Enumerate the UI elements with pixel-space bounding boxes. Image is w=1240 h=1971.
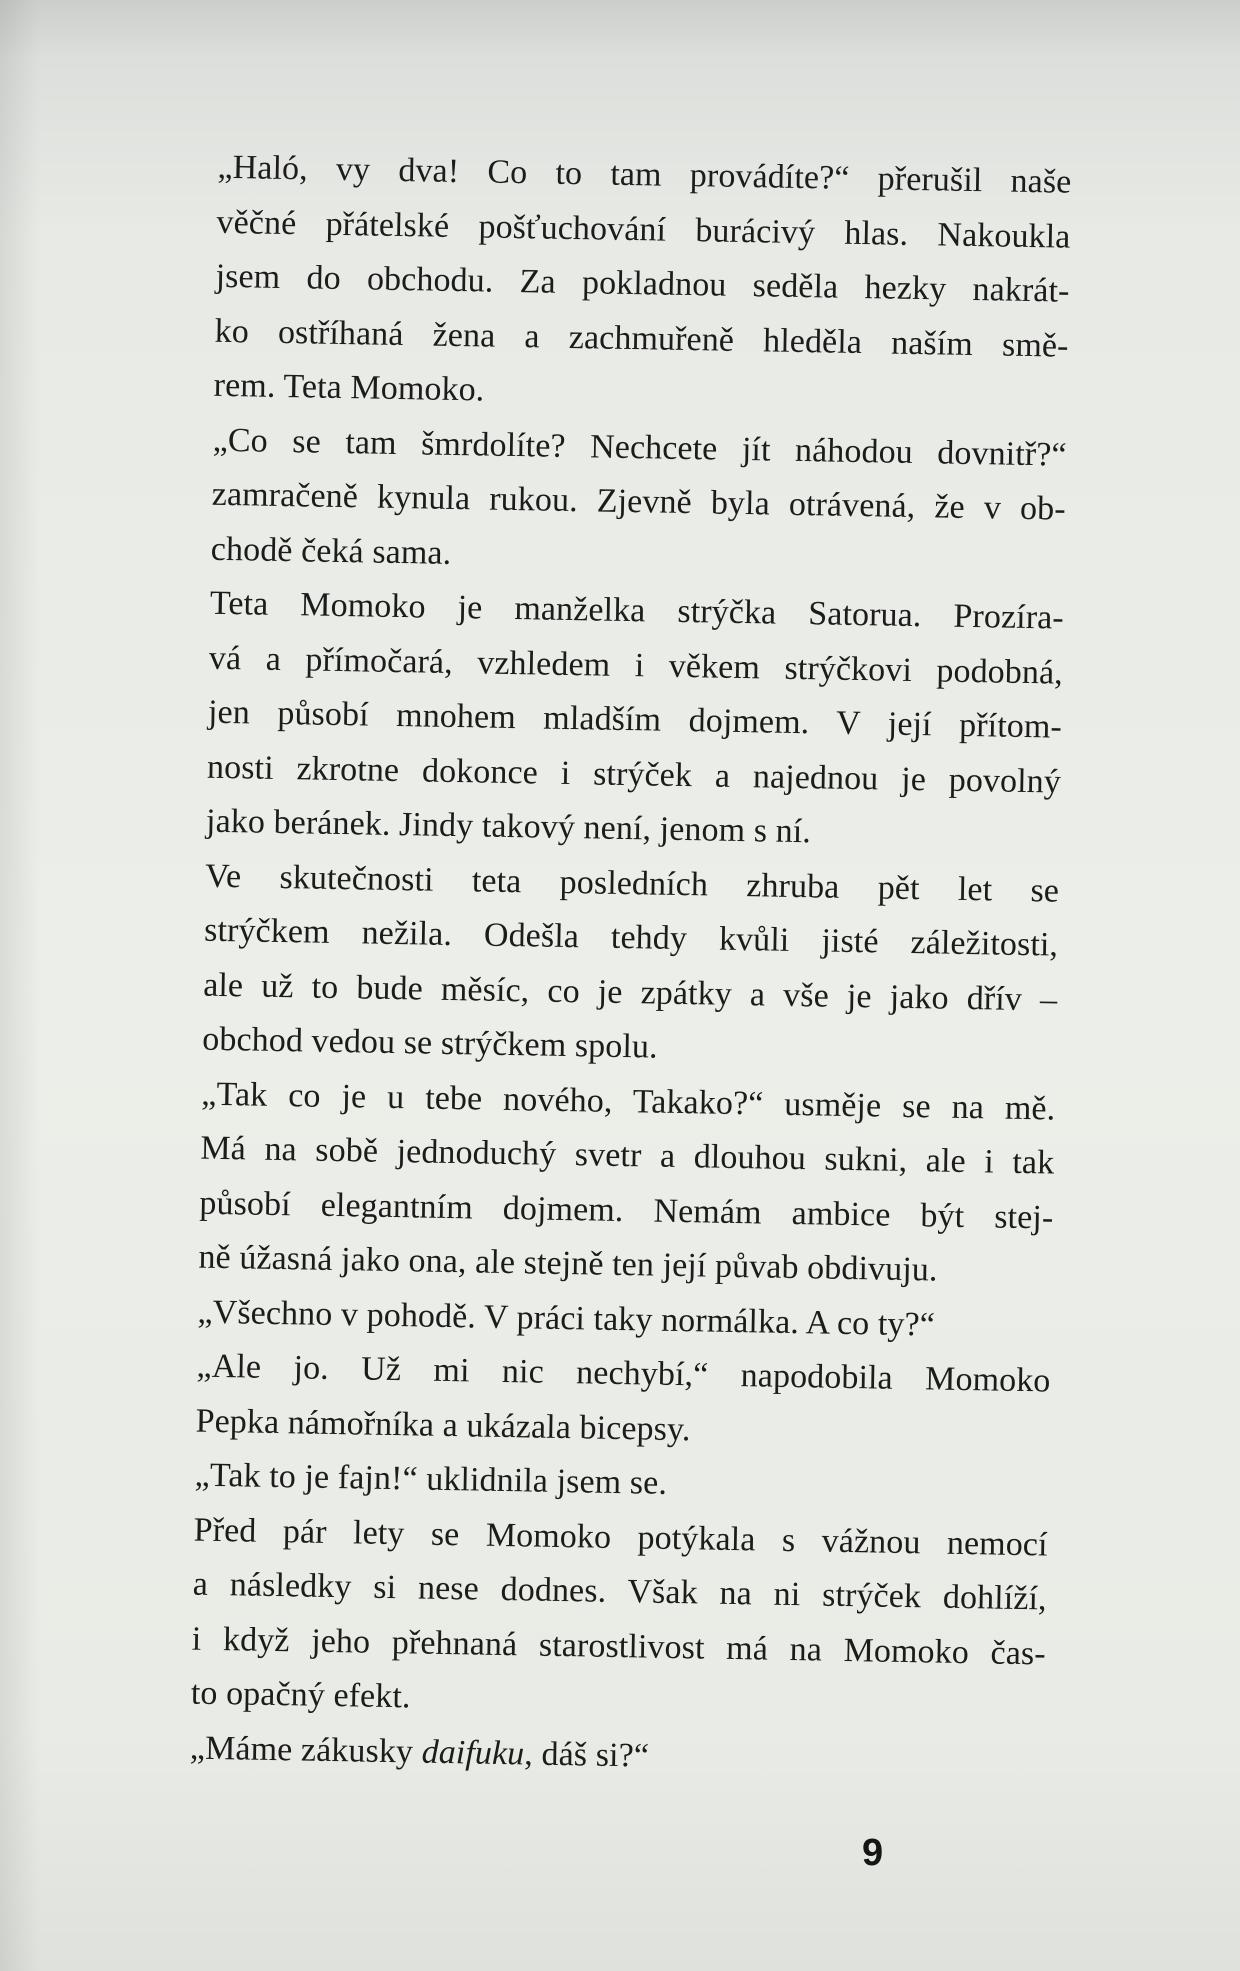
page-number: 9 xyxy=(862,1832,884,1874)
text-line: vá a přímočará, vzhledem i věkem strýčkovi podobná, xyxy=(208,639,1064,692)
text-line: „Ale jo. Už mi nic nechybí,“ napodobila Momoko xyxy=(196,1347,1051,1400)
text-line: ko ostříhaná žena a zachmuřeně hleděla naším smě- xyxy=(214,312,1069,365)
text-line: působí elegantním dojmem. Nemám ambice být stej- xyxy=(199,1184,1054,1237)
text-line: chodě čeká sama. xyxy=(210,530,452,572)
italic-term: daifuku xyxy=(421,1733,525,1772)
page-top-shadow xyxy=(0,0,1240,60)
paragraph-3 xyxy=(160,576,1065,864)
text-line: i když jeho přehnaná starostlivost má na Momoko čas- xyxy=(191,1620,1047,1672)
text-line: „Co se tam šmrdolíte? Nechcete jít náhodou dovnitř?“ xyxy=(212,421,1067,474)
text-line: věčné přátelské pošťuchování burácivý hlas. Nakoukla xyxy=(216,203,1071,256)
text-line: Má na sobě jednoduchý svetr a dlouhou sukni, ale i tak xyxy=(200,1129,1055,1182)
text-line: „Máme zákusky daifuku, dáš si?“ xyxy=(189,1729,650,1775)
text-line: „Haló, vy dva! Co to tam provádíte?“ přerušil naše xyxy=(217,148,1072,201)
text-line: rem. Teta Momoko. xyxy=(213,366,485,409)
text-line: „Tak to je fajn!“ uklidnila jsem se. xyxy=(194,1456,668,1502)
text-line: „Všechno v pohodě. V práci taky normálka. A co ty?“ xyxy=(197,1293,936,1343)
paragraph-5 xyxy=(152,1066,1056,1300)
text-line: ale už to bude měsíc, co je zpátky a vše je jako dřív – xyxy=(202,966,1058,1019)
body-text xyxy=(143,140,1071,1790)
paragraph-7 xyxy=(149,1339,1051,1464)
text-line: Teta Momoko je manželka strýčka Satorua. Prozíra- xyxy=(209,584,1065,637)
text-line: „Tak co je u tebe nového, Takako?“ usměje se na mě. xyxy=(201,1075,1056,1128)
text-line: Ve skutečnosti teta posledních zhruba pět let se xyxy=(204,857,1060,910)
text-line: Před pár lety se Momoko potýkala s vážnou nemocí xyxy=(193,1511,1048,1563)
text-line: nosti zkrotne dokonce i strýček a najednou je povolný xyxy=(206,748,1062,801)
text-line: jako beránek. Jindy takový není, jenom s ní. xyxy=(205,802,812,851)
text-line: jsem do obchodu. Za pokladnou seděla hezky nakrát- xyxy=(215,257,1070,310)
paragraph-1 xyxy=(167,140,1072,428)
text-line: a následky si nese dodnes. Však na ni strýček dohlíží, xyxy=(192,1565,1047,1618)
page-edge-shadow xyxy=(0,0,40,1971)
paragraph-9 xyxy=(144,1502,1048,1736)
text-line: to opačný efekt. xyxy=(190,1674,411,1716)
text-line: Pepka námořníka a ukázala bicepsy. xyxy=(195,1402,691,1448)
text-line: strýčkem nežila. Odešla tehdy kvůli jisté záležitosti, xyxy=(203,911,1059,964)
text-line: jen působí mnohem mladším dojmem. V její přítom- xyxy=(207,693,1063,746)
paragraph-4 xyxy=(156,848,1060,1082)
text-line: zamračeně kynula rukou. Zjevně byla otrávená, že v ob- xyxy=(211,475,1067,528)
paragraph-2 xyxy=(164,412,1067,591)
text-line: obchod vedou se strýčkem spolu. xyxy=(201,1020,658,1066)
text-line: ně úžasná jako ona, ale stejně ten její půvab obdivuju. xyxy=(198,1238,938,1289)
